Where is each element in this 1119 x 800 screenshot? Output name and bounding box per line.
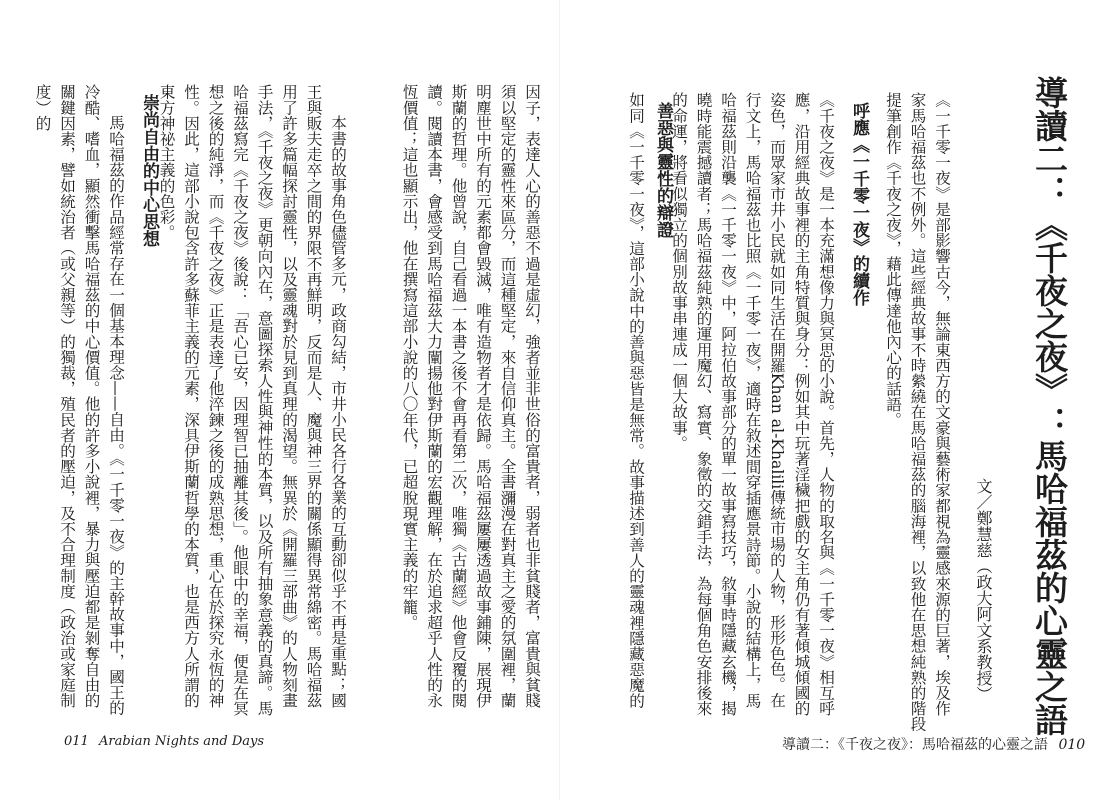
intro-paragraph	[880, 92, 954, 732]
intro-line-1: 《一千零一夜》是部影響古今，無論東西方的文豪與藝術家都視為靈感來源的巨著，埃及作	[933, 92, 951, 716]
section-heading-echo: 呼應《一千零一夜》的續作	[849, 102, 869, 306]
left-page-number: 011	[64, 734, 89, 749]
intro-line-3: 提筆創作《千夜之夜》，藉此傳達他內心的話語。	[884, 92, 902, 428]
paragraph-spirituality: 因子，表達人心的善惡不過是虛幻，強者並非世俗的富貴者，弱者也非貧賤者，富貴與貧賤須以堅定的靈性來區分，而這種堅定，來自信仰真主。全書瀰漫在對真主之愛的氛圍裡，蘭明塵世中所有的元素都會毀滅，唯有造物者才是依歸。馬哈福茲屢屢透過故事鋪陳，展現伊斯蘭的哲理。他曾說，自己看過一本書之後不會再看第二次，唯獨《古蘭經》他會反覆的閱讀。閱讀本書，會感受到馬哈福茲大力闡揚他對伊斯蘭的宏觀理解，在於追求超乎人性的永恆價值；這也顯示出，他在撰寫這部小說的八〇年代，已超脫現實主義的牢籠。	[400, 84, 541, 708]
left-footer	[58, 734, 264, 749]
right-page-number: 010	[1058, 737, 1086, 753]
section-paragraph-freedom: 馬哈福茲的作品經常存在一個基本理念——自由。《一千零一夜》的主幹故事中，國王的冷酷、嗜血，顯然衝擊馬哈福茲的中心價值。他的許多小說裡，暴力與壓迫都是剝奪自由的關鍵因素，譬如統治者（或父親等）的獨裁，殖民者的壓迫，及不合理制度（政治或家庭制度）的	[33, 84, 125, 716]
section-heading-good-evil: 善惡與靈性的辯證	[653, 102, 673, 238]
book-gutter	[559, 0, 560, 800]
section-paragraph-good-evil: 如同《一千零一夜》，這部小說中的善與惡皆是無常。故事描述到善人的靈魂裡隱藏惡魔的	[627, 92, 645, 709]
intro-line-2: 家馬哈福茲也不例外。這些經典故事不時縈繞在馬哈福茲的腦海裡，以致他在思想純熟的階段	[908, 92, 927, 732]
section-heading-freedom: 崇尚自由的中心思想	[139, 94, 159, 247]
section-paragraph-echo: 《千夜之夜》是一本充滿想像力與冥思的小說。首先，人物的取名與《一千零一夜》相互呼應，沿用經典故事裡的主角特質與身分：例如其中玩著淫穢把戲的女主角仍有著傾城傾國的姿色，而眾家市井小民就如同生活在開羅Khan al-Khalili傳統市場的人物，形形色色。在行文上，馬哈福茲也比照《一千零一夜》，適時在敘述間穿插應景詩節。小說的結構上，馬哈福茲則沿襲《一千零一夜》中，阿拉伯故事部分的單一故事寫技巧，敘事時隱藏玄機，揭曉時能震撼讀者；馬哈福茲純熟的運用魔幻、寫實、象徵的交錯手法，為每個角色安排後來的命運，將看似獨立的個別故事串連成一個大故事。	[670, 92, 835, 716]
right-running-title: 導讀二：《千夜之夜》：馬哈福茲的心靈之語	[782, 737, 1048, 753]
paragraph-characters: 本書的故事角色儘管多元，政商勾結，市井小民各行各業的互動卻似乎不再是重點；國王與販夫走卒之間的界限不再鮮明，反而是人、魔與神三界的關係顯得異常綿密。馬哈福茲用了許多篇幅探討靈性，以及靈魂對於見到真理的渴望。無異於《開羅三部曲》的人物刻畫手法，《千夜之夜》更朝向內在，意圖探索人性與神性的本質，以及所有抽象意義的真諦。馬哈福茲寫完《千夜之夜》後說：「吾心已安，因理智已抽離其後」。他眼中的幸福，便是在冥想之後的純淨，而《千夜之夜》正是表達了他淬鍊之後的成熟思想，重心在於探究永恆的神性。因此，這部小說包含許多蘇菲主義的元素，深具伊斯蘭哲學的本質，也是西方人所謂的東方神祕主義的色彩。	[157, 84, 347, 716]
right-footer	[782, 734, 1091, 754]
author-credit: 文／鄭慧慈（政大阿文系教授）	[974, 478, 993, 702]
chapter-title: 導讀二：《千夜之夜》：馬哈福茲的心靈之語	[1030, 76, 1069, 736]
left-running-title: Arabian Nights and Days	[98, 734, 265, 749]
